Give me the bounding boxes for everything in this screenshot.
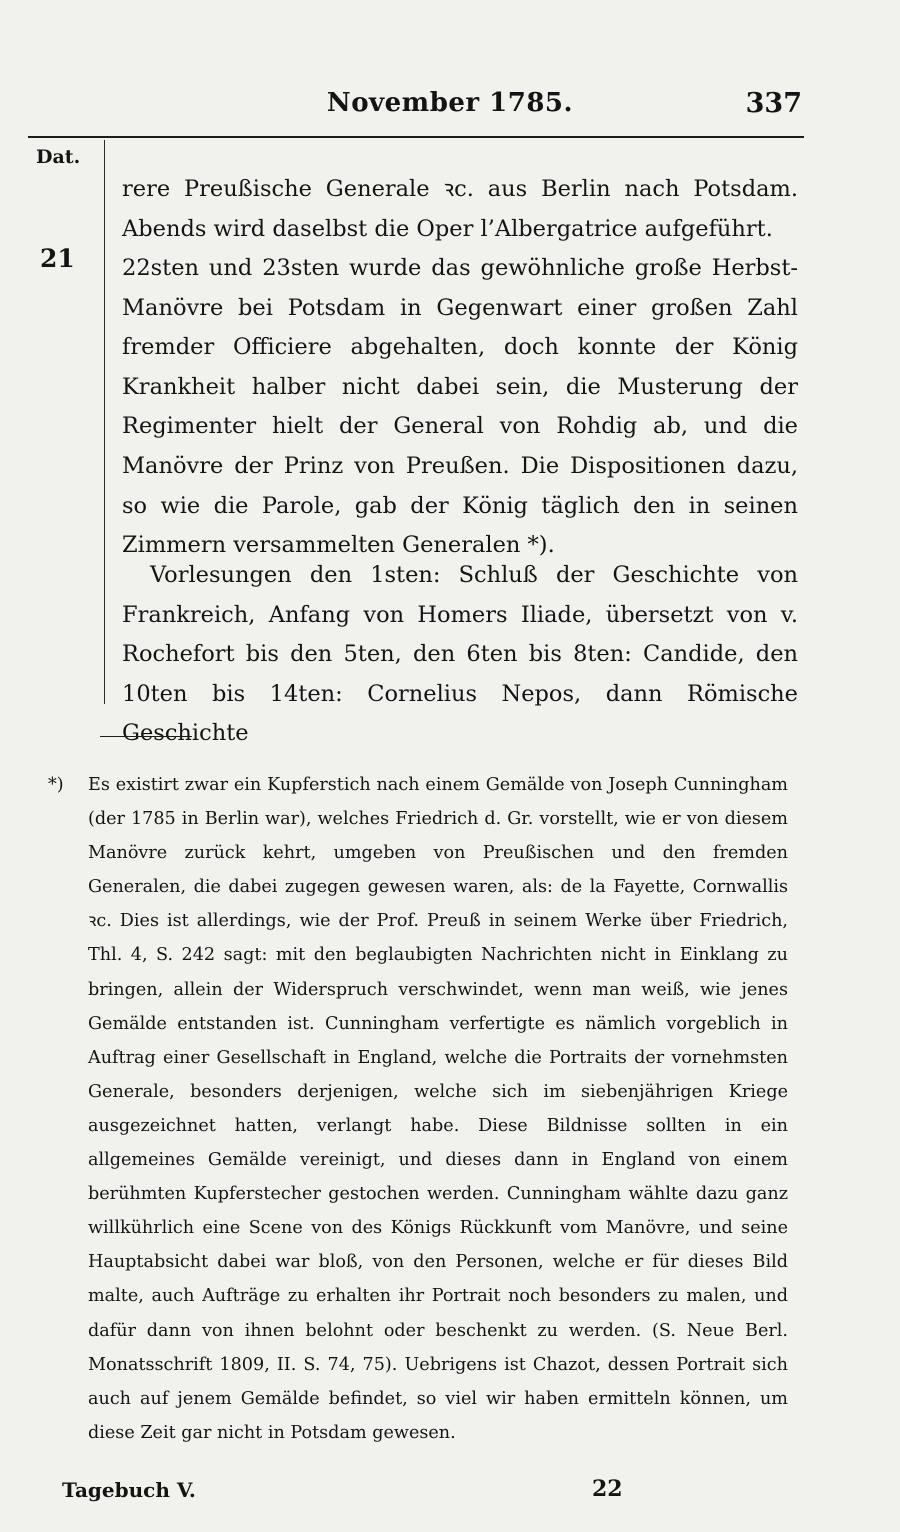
footnote-marker: *) xyxy=(48,775,64,795)
signature-number: 22 xyxy=(592,1476,623,1502)
entry-manoeuvre: 22sten und 23sten wurde das gewöhnliche große Herbst-Manövre bei Potsdam in Gegenwart einer großen Zahl fremder Officiere abgehalten, doch konnte der König Krankheit halber nicht dabei sein, die Musterung der Regimenter hielt der General von Rohdig ab, und die Manövre der Prinz von Preußen. Die Dispositionen dazu, so wie die Parole, gab der König täglich den in seinen Zimmern versammelten Generalen *). xyxy=(122,255,798,559)
footnote-rule xyxy=(100,736,192,737)
date-marker: 21 xyxy=(40,244,75,273)
running-header xyxy=(0,88,900,128)
running-title: November 1785. xyxy=(326,88,574,118)
signature-mark: Tagebuch V. xyxy=(62,1478,196,1502)
footnote xyxy=(48,768,788,1450)
entry-continuation: rere Preußische Generale ꝛc. aus Berlin nach Potsdam. Abends wird daselbst die Oper l’Albergatrice aufgeführt. xyxy=(122,176,798,242)
date-column-rule xyxy=(104,140,105,704)
entry-readings: Vorlesungen den 1sten: Schluß der Geschichte von Frankreich, Anfang von Homers Iliade, übersetzt von v. Rochefort bis den 5ten, den 6ten bis 8ten: Candide, den 10ten bis 14ten: Cornelius Nepos, dann Römische Geschichte xyxy=(122,562,798,747)
header-rule xyxy=(28,136,804,138)
page-number: 337 xyxy=(745,88,802,119)
date-column-label: Dat. xyxy=(36,146,81,168)
footnote-text: Es existirt zwar ein Kupferstich nach einem Gemälde von Joseph Cunningham (der 1785 in Berlin war), welches Friedrich d. Gr. vorstellt, wie er von diesem Manövre zurück kehrt, umgeben von Preußischen und den fremden Generalen, die dabei zugegen gewesen waren, als: de la Fayette, Cornwallis ꝛc. Dies ist allerdings, wie der Prof. Preuß in seinem Werke über Friedrich, Thl. 4, S. 242 sagt: mit den beglaubigten Nachrichten nicht in Einklang zu bringen, allein der Widerspruch verschwindet, wenn man weiß, wie jenes Gemälde entstanden ist. Cunningham verfertigte es nämlich vorgeblich in Auftrag einer Gesellschaft in England, welche die Portraits der vornehmsten Generale, besonders derjenigen, welche sich im siebenjährigen Kriege ausgezeichnet hatten, verlangt habe. Diese Bildnisse sollten in ein allgemeines Gemälde vereinigt, und dieses dann in England von einem berühmten Kupferstecher gestochen werden. Cunningham wählte dazu ganz willkührlich eine Scene von des Königs Rückkunft vom Manövre, und seine Hauptabsicht dabei war bloß, von den Personen, welche er für dieses Bild malte, auch Aufträge zu erhalten ihr Portrait noch besonders zu malen, und dafür dann von ihnen belohnt oder beschenkt zu werden. (S. Neue Berl. Monatsschrift 1809, II. S. 74, 75). Uebrigens ist Chazot, dessen Portrait sich auch auf jenem Gemälde befindet, so viel wir haben ermitteln können, um diese Zeit gar nicht in Potsdam gewesen. xyxy=(88,775,788,1443)
